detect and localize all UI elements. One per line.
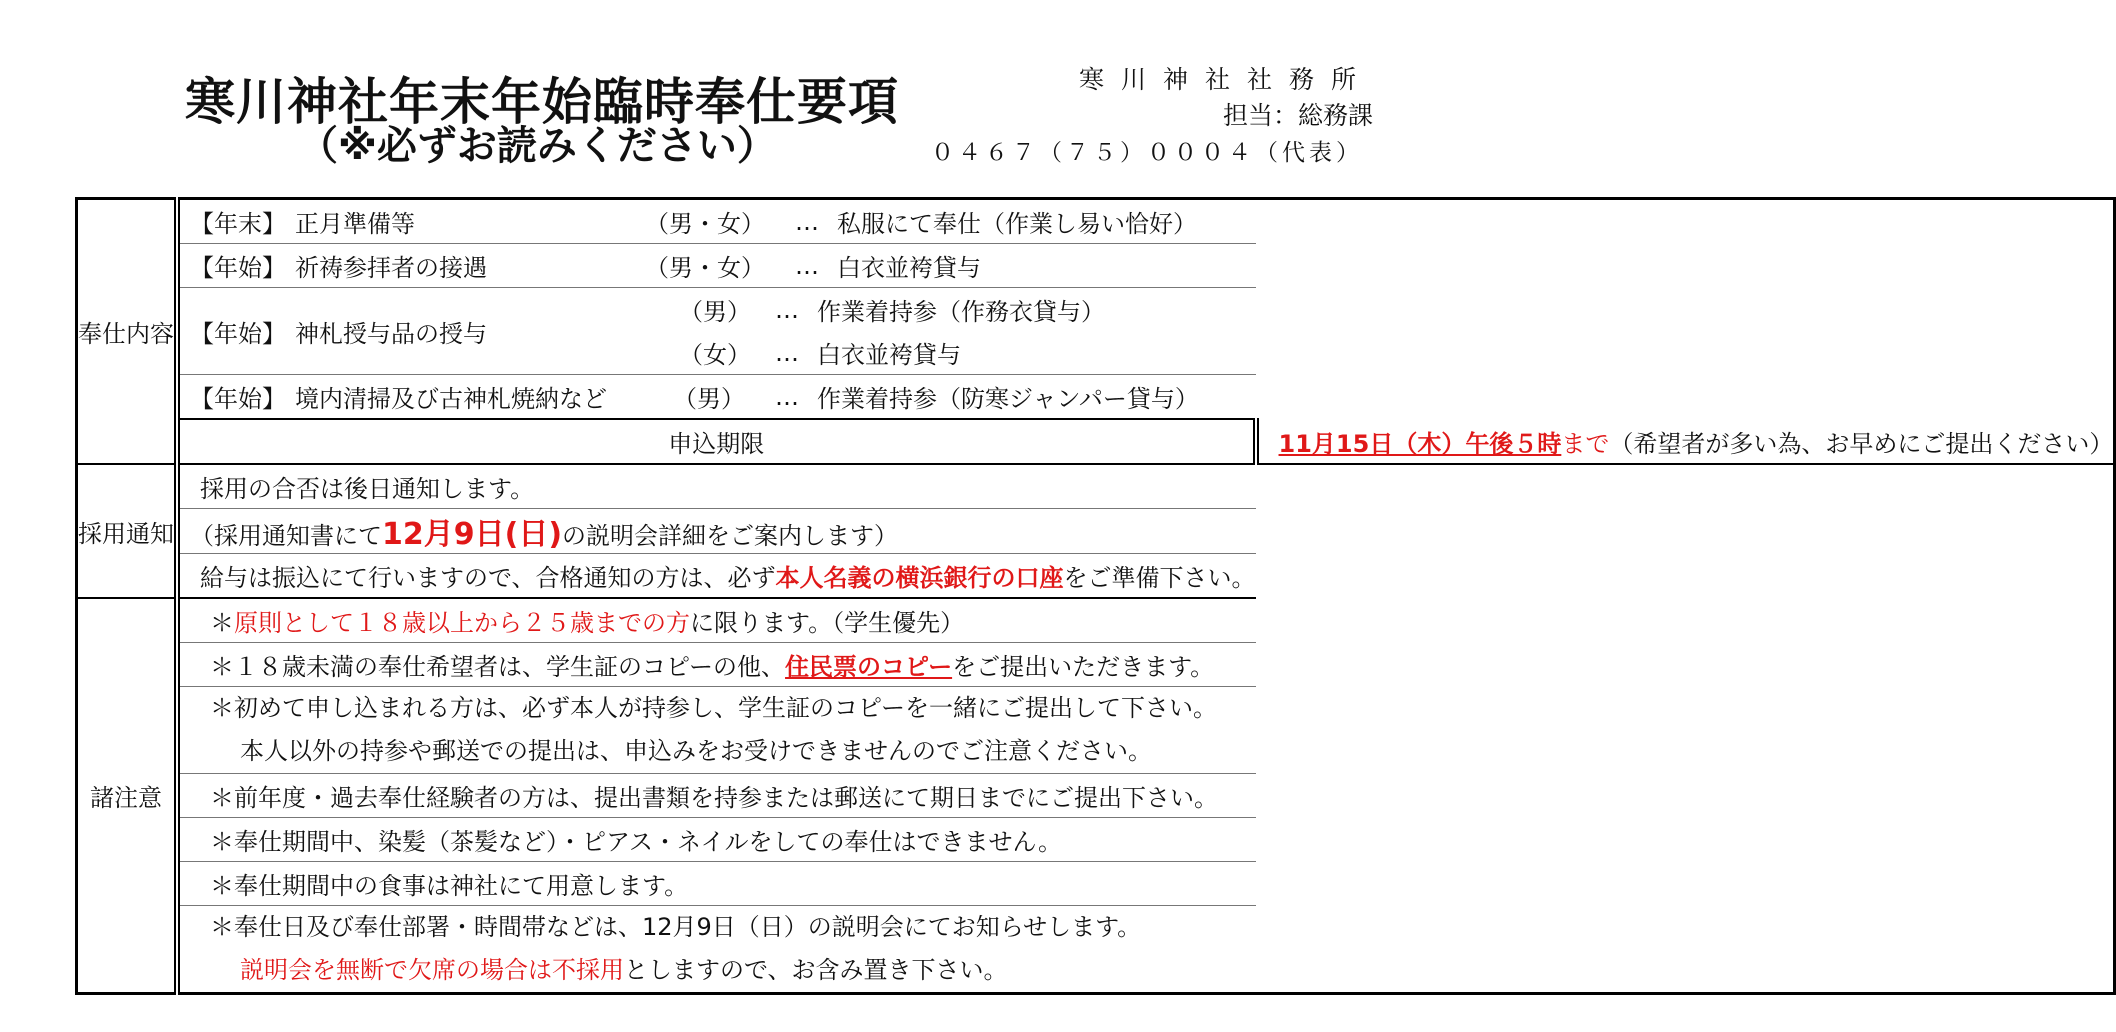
notice-line-2-end: の説明会詳細をご案内します） [562,522,899,550]
resident-card-note: 住民票のコピー [785,653,953,681]
gender: （男・女） [645,254,765,282]
notice-line-2: （採用通知書にて [190,522,382,550]
organization-name: 寒川神社社務所 [1078,65,1373,94]
age-requirement: 原則として１８歳以上から２５歳までの方 [234,609,690,637]
service-item: 祈祷参拝者の接遇 [295,254,487,282]
service-row-1 [77,199,2115,244]
period-tag: 【年始】 [190,385,286,413]
section-label-notes: 諸注意 [77,598,178,994]
service-row-3 [77,288,2115,375]
notes-row-6 [77,862,2115,906]
attire: 作業着持参（防寒ジャンパー貸与） [817,385,1199,413]
notice-line-3: 給与は振込にて行いますので、合格通知の方は、必ず [200,564,776,592]
note-4: ＊前年度・過去奉仕経験者の方は、提出書類を持参または郵送にて期日までにご提出下さい。 [210,784,1218,812]
attire: 白衣並袴貸与 [837,254,981,282]
notes-row-1 [77,598,2115,643]
note-bullet: ＊ [210,609,234,637]
notice-line-3-end: をご準備下さい。 [1063,564,1256,592]
ellipsis: … [775,382,799,411]
notes-row-4 [77,774,2115,818]
gender: （男） [679,298,751,326]
ellipsis: … [775,295,799,324]
note-2: ＊１８歳未満の奉仕希望者は、学生証のコピーの他、 [210,653,786,681]
ellipsis: … [775,338,799,367]
note-2-end: をご提出いただきます。 [952,653,1215,681]
deadline-made: まで [1561,429,1610,458]
note-6: ＊奉仕期間中の食事は神社にて用意します。 [210,872,689,900]
deadline-row [77,419,2115,464]
note-5: ＊奉仕期間中、染髪（茶髪など）・ピアス・ネイルをしての奉仕はできません。 [210,828,1062,856]
notice-row-1 [77,464,2115,509]
bank-account-note: 本人名義の横浜銀行の口座 [775,564,1064,592]
service-item: 境内清掃及び古神札焼納など [295,385,607,413]
ellipsis: … [795,207,819,236]
briefing-date: 12月9日(日) [382,517,563,552]
note-1-end: に限ります。（学生優先） [690,609,965,637]
period-tag: 【年始】 [190,254,286,282]
note-7a: ＊奉仕日及び奉仕部署・時間帯などは、12月9日（日）の説明会にてお知らせします。 [210,913,1142,941]
period-tag: 【年始】 [190,319,286,348]
section-label-service: 奉仕内容 [77,199,178,465]
deadline-date: 11月15日（木）午後５時 [1278,429,1562,458]
service-row-2 [77,244,2115,288]
absence-warning: 説明会を無断で欠席の場合は不採用 [240,956,624,984]
notes-row-5 [77,818,2115,862]
page-title: 寒川神社年末年始臨時奉仕要項 [185,73,899,131]
department: 担当：総務課 [1222,101,1373,130]
notes-row-2 [77,643,2115,687]
notes-row-7 [77,906,2115,994]
section-label-notice: 採用通知 [77,464,178,598]
notes-row-3 [77,687,2115,774]
note-7-end: としますので、お含み置き下さい。 [624,956,1008,984]
notice-line-1: 採用の合否は後日通知します。 [200,475,535,503]
period-tag: 【年末】 [190,210,286,238]
gender: （女） [679,341,751,369]
deadline-note: （希望者が多い為、お早めにご提出ください） [1609,429,2114,458]
page-subtitle: （※必ずお読みください） [298,123,777,169]
gender: （男） [673,385,745,413]
guidelines-table [75,197,2116,995]
notice-row-2 [77,509,2115,554]
service-item: 神札授与品の授与 [295,319,487,348]
phone-number: ０４６７（７５）０００４（代表） [931,140,1363,166]
note-3a: ＊初めて申し込まれる方は、必ず本人が持参し、学生証のコピーを一緒にご提出して下さい。 [210,694,1218,722]
service-row-4 [77,375,2115,420]
ellipsis: … [795,251,819,280]
notice-row-3 [77,554,2115,599]
attire: 白衣並袴貸与 [817,341,961,369]
note-3b: 本人以外の持参や郵送での提出は、申込みをお受けできませんのでご注意ください。 [240,737,1152,765]
gender: （男・女） [645,210,765,238]
service-item: 正月準備等 [295,210,415,238]
section-label-deadline: 申込期限 [177,419,1256,464]
attire: 作業着持参（作務衣貸与） [817,298,1105,326]
attire: 私服にて奉仕（作業し易い恰好） [837,210,1197,238]
